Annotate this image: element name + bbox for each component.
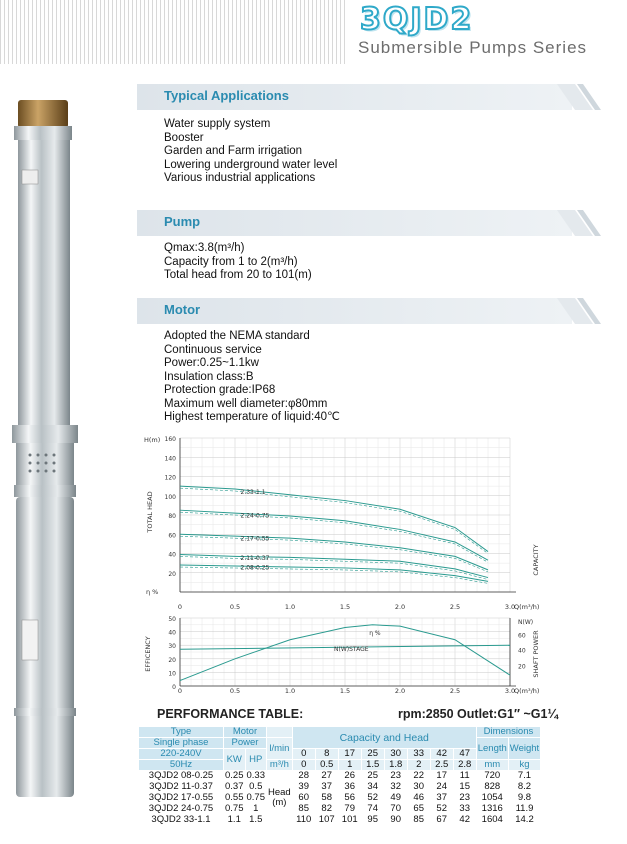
head-value-cell: 107 bbox=[315, 815, 338, 826]
series-label: η % bbox=[369, 629, 381, 637]
lmin-cell: 30 bbox=[384, 749, 407, 760]
rpm-outlet: rpm:2850 Outlet:G1″ ~G1¼ bbox=[398, 707, 558, 721]
m3h-cell: 2.8 bbox=[453, 760, 476, 771]
x-tick-label: 0.5 bbox=[229, 687, 241, 694]
hp-cell: 0.33 bbox=[246, 770, 265, 781]
header-stripes bbox=[0, 0, 345, 64]
weight-cell: 11.9 bbox=[508, 804, 540, 815]
th-type: Type bbox=[139, 727, 224, 738]
hp-cell: 0.75 bbox=[246, 792, 265, 803]
series-label: 2.08-0.25 bbox=[240, 564, 270, 572]
th-capacity: Capacity and Head bbox=[292, 727, 476, 749]
series-label: 2.24-0.75 bbox=[240, 512, 270, 520]
head-value-cell: 65 bbox=[407, 804, 430, 815]
list-item: Booster bbox=[164, 131, 204, 144]
y-tick-label: 20 bbox=[168, 570, 176, 578]
head-value-cell: 26 bbox=[338, 771, 361, 782]
list-item: Protection grade:IP68 bbox=[164, 384, 276, 396]
right-unit-label: N(W) bbox=[518, 619, 534, 626]
head-value-cell: 70 bbox=[384, 804, 407, 815]
x-axis-label: Q(m³/h) bbox=[514, 603, 540, 611]
lmin-cell: 25 bbox=[361, 749, 384, 760]
head-value-cell: 49 bbox=[384, 793, 407, 804]
series-label: 2.33-1.1 bbox=[240, 489, 266, 497]
lmin-cell: 42 bbox=[430, 749, 453, 760]
table-row bbox=[139, 782, 541, 793]
y-tick-label: 140 bbox=[164, 455, 176, 463]
right-tick-label: 60 bbox=[518, 632, 526, 640]
head-value-cell: 101 bbox=[338, 815, 361, 826]
head-value-cell: 52 bbox=[361, 793, 384, 804]
head-value-cell: 60 bbox=[292, 793, 315, 804]
th-dimensions: Dimensions bbox=[476, 727, 540, 738]
eff-label: η % bbox=[146, 588, 159, 596]
head-label: Head bbox=[268, 787, 291, 798]
th-motor: Motor bbox=[224, 727, 267, 738]
head-value-cell: 23 bbox=[453, 793, 476, 804]
performance-charts bbox=[140, 432, 560, 694]
head-value-cell: 95 bbox=[361, 815, 384, 826]
page-title: 3QJD2 bbox=[360, 2, 474, 37]
kw-cell: 0.25 bbox=[225, 770, 244, 781]
x-tick-label: 2.0 bbox=[394, 687, 406, 694]
head-value-cell: 42 bbox=[453, 815, 476, 826]
applications-list bbox=[164, 118, 337, 186]
y-tick-label: 10 bbox=[168, 670, 176, 678]
list-item: Various industrial applications bbox=[164, 172, 316, 184]
y-unit-label: H(m) bbox=[144, 436, 161, 444]
series-label: 2.17-0.55 bbox=[240, 535, 270, 543]
type-cell: 3QJD2 24-0.75 bbox=[139, 804, 224, 815]
section-title-applications: Typical Applications bbox=[164, 88, 289, 103]
list-item: Continuous service bbox=[164, 343, 262, 356]
length-cell: 720 bbox=[476, 771, 508, 782]
x-tick-label: 0 bbox=[177, 687, 183, 694]
head-value-cell: 15 bbox=[453, 782, 476, 793]
kw-cell: 1.1 bbox=[224, 815, 246, 826]
th-hz: 50Hz bbox=[139, 760, 224, 771]
head-value-cell: 79 bbox=[338, 804, 361, 815]
pump-list bbox=[164, 242, 312, 283]
th-kw: KW bbox=[224, 749, 246, 771]
y-tick-label: 50 bbox=[168, 616, 176, 623]
section-bar-pump bbox=[137, 210, 605, 236]
length-cell: 1054 bbox=[476, 793, 508, 804]
head-value-cell: 56 bbox=[338, 793, 361, 804]
m3h-cell: 1 bbox=[338, 760, 361, 771]
th-voltage: 220-240V bbox=[139, 749, 224, 760]
x-tick-label: 2.5 bbox=[449, 603, 461, 611]
section-bar-motor bbox=[137, 298, 605, 324]
hp-cell: 0.5 bbox=[245, 782, 267, 793]
list-item: Insulation class:B bbox=[164, 370, 254, 383]
list-item: Power:0.25~1.1kw bbox=[164, 357, 259, 369]
series-label: N(W)STAGE bbox=[334, 645, 369, 653]
weight-cell: 8.2 bbox=[508, 782, 540, 793]
x-tick-label: 0 bbox=[177, 603, 183, 611]
m3h-cell: 1.8 bbox=[384, 760, 407, 771]
x-tick-label: 2.5 bbox=[449, 687, 461, 694]
kw-cell: 0.75 bbox=[225, 803, 244, 814]
section-title-motor: Motor bbox=[164, 302, 201, 317]
list-item: Garden and Farm irrigation bbox=[164, 145, 303, 157]
list-item: Highest temperature of liquid:40℃ bbox=[164, 411, 340, 423]
type-cell: 3QJD2 08-0.25 bbox=[139, 771, 224, 782]
kw-cell: 0.37 bbox=[225, 781, 244, 792]
pump-image bbox=[8, 100, 88, 800]
lmin-cell: 8 bbox=[315, 749, 338, 760]
list-item: Total head from 20 to 101(m) bbox=[164, 269, 312, 281]
head-value-cell: 37 bbox=[430, 793, 453, 804]
table-row bbox=[139, 804, 541, 815]
list-item: Maximum well diameter:φ80mm bbox=[164, 397, 328, 410]
th-power: Power bbox=[224, 738, 267, 749]
head-value-cell: 33 bbox=[453, 804, 476, 815]
list-item: Water supply system bbox=[164, 118, 271, 130]
weight-cell: 7.1 bbox=[508, 771, 540, 782]
performance-table bbox=[138, 726, 541, 826]
list-item: Qmax:3.8(m³/h) bbox=[164, 242, 245, 254]
head-value-cell: 30 bbox=[407, 782, 430, 793]
x-tick-label: 1.0 bbox=[284, 603, 296, 611]
head-unit: (m) bbox=[272, 797, 287, 808]
head-value-cell: 24 bbox=[430, 782, 453, 793]
head-value-cell: 58 bbox=[315, 793, 338, 804]
motor-list bbox=[164, 330, 340, 425]
table-title: PERFORMANCE TABLE: bbox=[157, 707, 304, 721]
y-tick-label: 120 bbox=[164, 474, 176, 482]
head-value-cell: 52 bbox=[430, 804, 453, 815]
head-value-cell: 17 bbox=[430, 771, 453, 782]
head-value-cell: 32 bbox=[384, 782, 407, 793]
head-value-cell: 67 bbox=[430, 815, 453, 826]
head-value-cell: 85 bbox=[407, 815, 430, 826]
kw-cell: 0.55 bbox=[225, 792, 244, 803]
x-axis-label: Q(m³/h) bbox=[514, 687, 540, 694]
page-subtitle: Submersible Pumps Series bbox=[358, 38, 588, 57]
weight-cell: 14.2 bbox=[508, 815, 540, 826]
th-length: Length bbox=[476, 738, 508, 760]
length-cell: 1316 bbox=[476, 804, 508, 815]
head-value-cell: 82 bbox=[315, 804, 338, 815]
th-lmin: l/min bbox=[267, 738, 293, 760]
list-item: Lowering underground water level bbox=[164, 158, 338, 171]
head-value-cell: 46 bbox=[407, 793, 430, 804]
x-tick-label: 0.5 bbox=[229, 603, 241, 611]
list-item: Adopted the NEMA standard bbox=[164, 330, 310, 342]
y-tick-label: 20 bbox=[168, 656, 176, 664]
y-tick-label: 0 bbox=[172, 684, 176, 691]
right-axis-label: CAPACITY bbox=[532, 544, 540, 576]
th-weight: Weight bbox=[508, 738, 540, 760]
x-tick-label: 1.5 bbox=[339, 603, 351, 611]
head-value-cell: 37 bbox=[315, 782, 338, 793]
head-value-cell: 11 bbox=[453, 771, 476, 782]
right-tick-label: 20 bbox=[518, 663, 526, 671]
head-value-cell: 85 bbox=[292, 804, 315, 815]
th-mm: mm bbox=[476, 760, 508, 771]
list-item: Capacity from 1 to 2(m³/h) bbox=[164, 255, 298, 268]
head-value-cell: 23 bbox=[384, 771, 407, 782]
weight-cell: 9.8 bbox=[508, 793, 540, 804]
m3h-cell: 2.5 bbox=[430, 760, 453, 771]
x-tick-label: 1.5 bbox=[339, 687, 351, 694]
th-single-phase: Single phase bbox=[139, 738, 224, 749]
y-tick-label: 100 bbox=[164, 493, 176, 501]
lmin-cell: 33 bbox=[407, 749, 430, 760]
head-value-cell: 74 bbox=[361, 804, 384, 815]
y-tick-label: 40 bbox=[168, 551, 176, 559]
m3h-cell: 0 bbox=[292, 760, 315, 771]
head-value-cell: 39 bbox=[292, 782, 315, 793]
y-axis-label: EFFICENCY bbox=[144, 636, 152, 672]
m3h-cell: 0.5 bbox=[315, 760, 338, 771]
head-value-cell: 34 bbox=[361, 782, 384, 793]
series-label: 2.11-0.37 bbox=[240, 555, 270, 563]
head-label-cell bbox=[267, 771, 293, 826]
right-tick-label: 40 bbox=[518, 647, 526, 655]
y-tick-label: 60 bbox=[168, 532, 176, 540]
x-tick-label: 1.0 bbox=[284, 687, 296, 694]
hp-cell: 1.5 bbox=[245, 815, 267, 826]
head-value-cell: 22 bbox=[407, 771, 430, 782]
table-row bbox=[139, 815, 541, 826]
y-tick-label: 160 bbox=[164, 436, 176, 443]
th-hp: HP bbox=[245, 749, 267, 771]
m3h-cell: 1.5 bbox=[361, 760, 384, 771]
y-tick-label: 30 bbox=[168, 643, 176, 651]
m3h-cell: 2 bbox=[407, 760, 430, 771]
lmin-cell: 47 bbox=[453, 749, 476, 760]
head-value-cell: 36 bbox=[338, 782, 361, 793]
type-cell: 3QJD2 11-0.37 bbox=[139, 782, 224, 793]
head-value-cell: 90 bbox=[384, 815, 407, 826]
type-cell: 3QJD2 17-0.55 bbox=[139, 793, 224, 804]
length-cell: 828 bbox=[476, 782, 508, 793]
length-cell: 1604 bbox=[476, 815, 508, 826]
head-value-cell: 28 bbox=[292, 771, 315, 782]
y-axis-label: TOTAL HEAD bbox=[146, 491, 154, 533]
head-value-cell: 110 bbox=[292, 815, 315, 826]
head-value-cell: 27 bbox=[315, 771, 338, 782]
th-kg: kg bbox=[508, 760, 540, 771]
x-tick-label: 3.0 bbox=[504, 603, 516, 611]
x-tick-label: 3.0 bbox=[504, 687, 516, 694]
y-tick-label: 40 bbox=[168, 629, 176, 637]
table-row bbox=[139, 793, 541, 804]
hp-cell: 1 bbox=[245, 804, 267, 815]
right-axis-label: SHAFT POWER bbox=[532, 630, 540, 678]
table-row bbox=[139, 771, 541, 782]
y-tick-label: 80 bbox=[168, 513, 176, 520]
section-title-pump: Pump bbox=[164, 214, 201, 229]
type-cell: 3QJD2 33-1.1 bbox=[139, 815, 224, 826]
lmin-cell: 17 bbox=[338, 749, 361, 760]
section-bar-applications bbox=[137, 84, 605, 110]
th-m3h: m³/h bbox=[267, 760, 293, 771]
x-tick-label: 2.0 bbox=[394, 603, 406, 611]
lmin-cell: 0 bbox=[292, 749, 315, 760]
head-value-cell: 25 bbox=[361, 771, 384, 782]
